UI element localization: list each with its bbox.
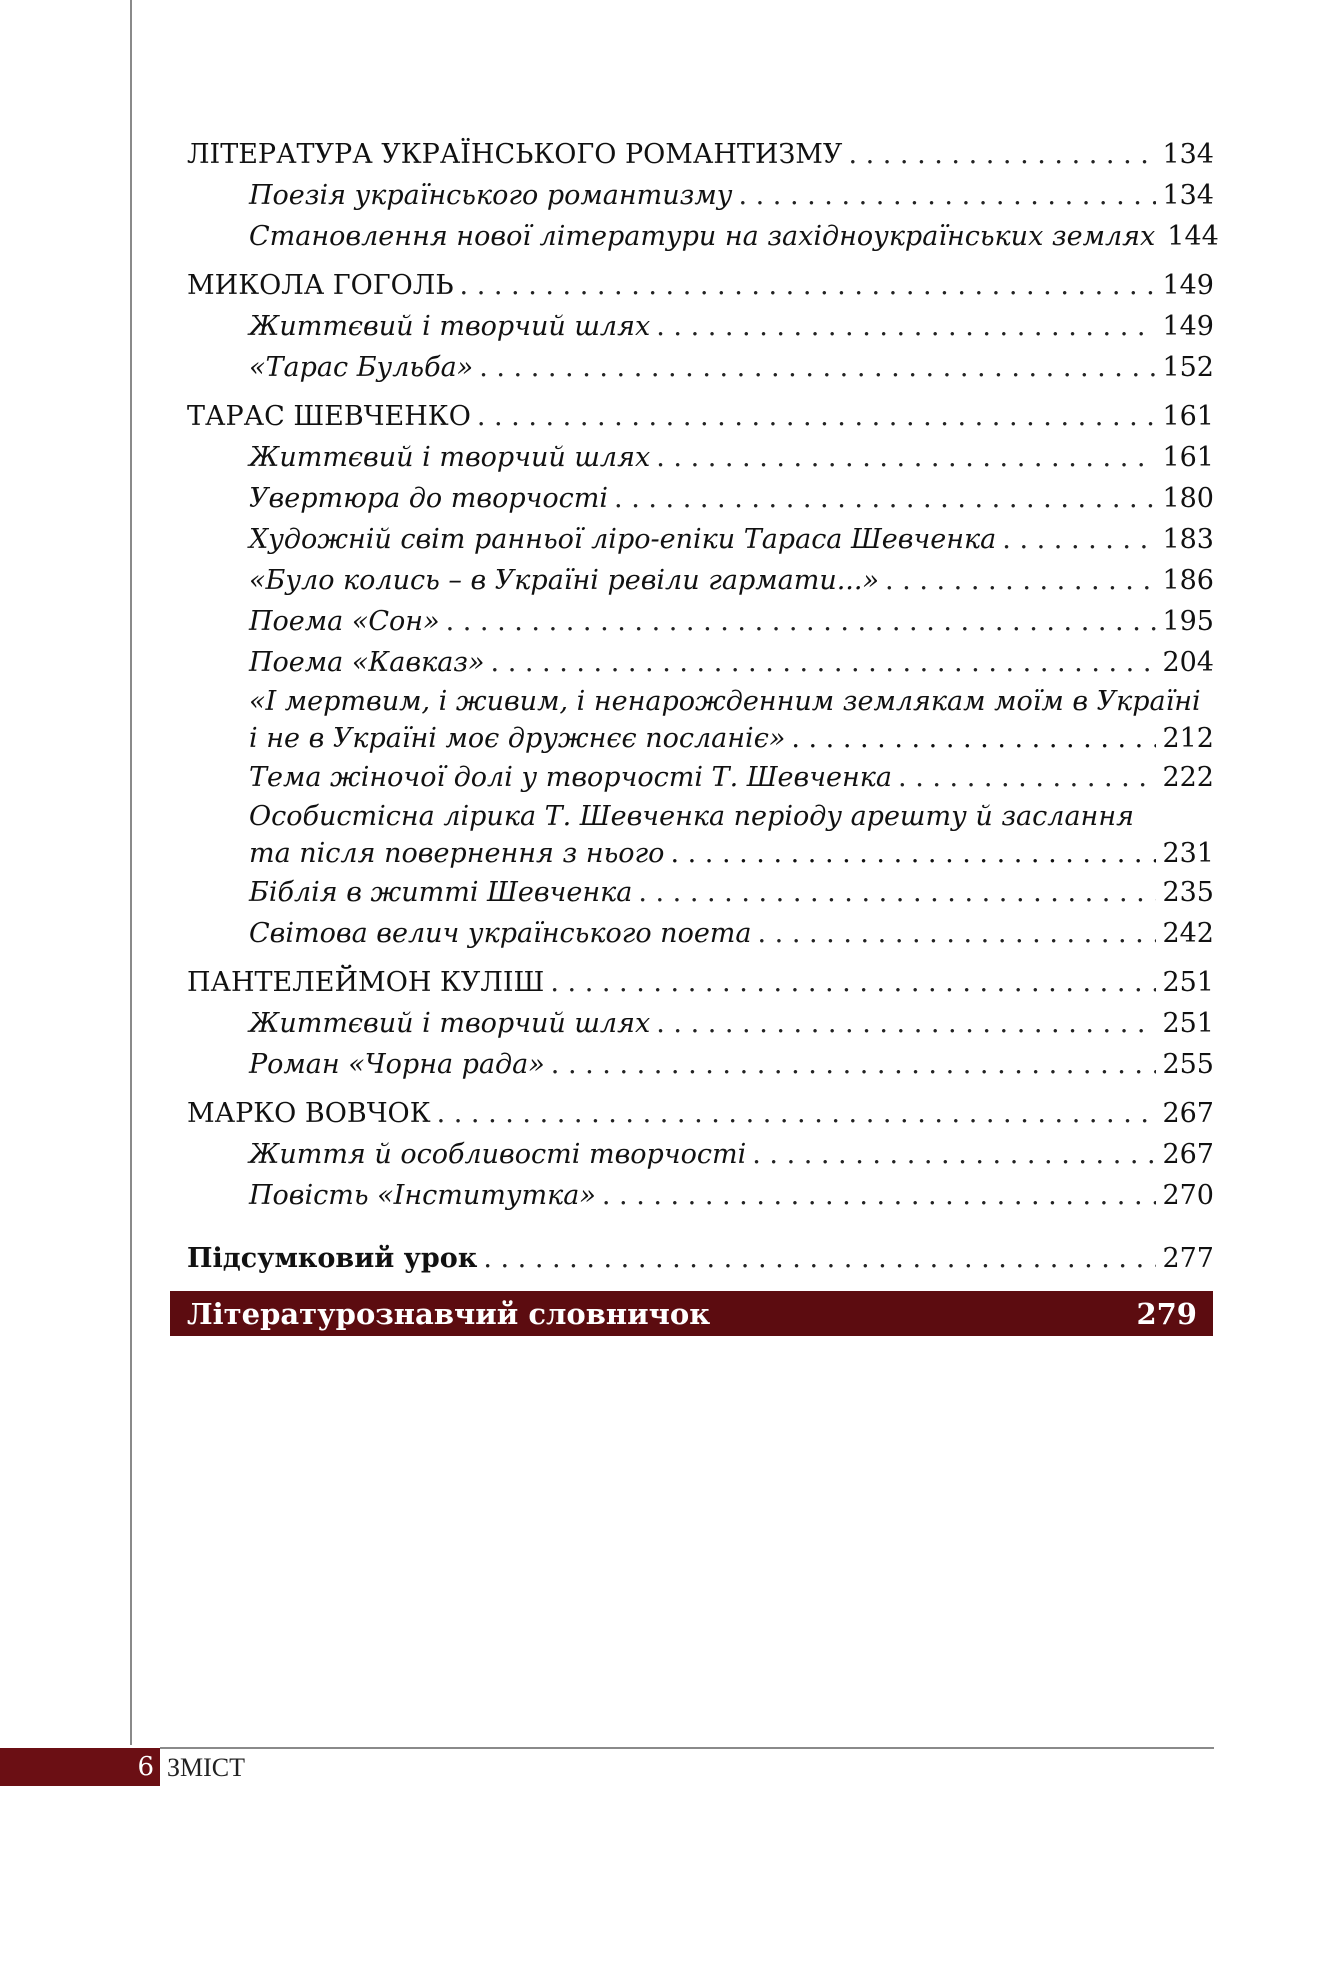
leader-dots [602,1175,1157,1216]
toc-item[interactable] [187,519,1214,560]
toc-final-lesson[interactable] [187,1238,1214,1279]
leader-dots [638,872,1156,913]
toc-section-title: ЛІТЕРАТУРА УКРАЇНСЬКОГО РОМАНТИЗМУ [187,139,843,170]
leader-dots [1002,519,1156,560]
toc-page-number: 267 [1162,1139,1214,1170]
toc-item[interactable] [187,1175,1214,1216]
toc-page-number: 267 [1162,1098,1214,1129]
toc-page-number: 180 [1162,483,1214,514]
toc-item-title: Життя й особливості творчості [249,1139,747,1170]
toc-section-shevchenko[interactable] [187,396,1214,437]
leader-dots [670,835,1156,872]
toc-page-number: 134 [1162,139,1214,170]
toc-item-title: Увертюра до творчості [249,483,609,514]
toc-item-title: Поема «Кавказ» [249,647,485,678]
toc-item-title: «Тарас Бульба» [249,352,474,383]
toc-item-title: Становлення нової літератури на західноукраїнських землях [249,221,1156,252]
toc-item-title-line1: Особистісна лірика Т. Шевченка періоду арешту й заслання [249,801,1135,832]
toc-section-vovchok[interactable] [187,1093,1214,1134]
footer-section-label: ЗМІСТ [167,1753,246,1782]
toc-item-title: Поема «Сон» [249,606,440,637]
leader-dots [791,720,1156,757]
toc-section-romanticism[interactable] [187,134,1214,175]
toc-item-title-line1: «І мертвим, і живим, і ненарожденним землякам моїм в Україні [249,686,1201,717]
toc-item[interactable] [187,1134,1214,1175]
leader-dots [752,1134,1156,1175]
toc-item[interactable] [187,601,1214,642]
toc-page-number: 149 [1162,311,1214,342]
toc-item-title-line2: і не в Україні моє дружнєє посланіє» [249,723,786,754]
toc-item-title: Світова велич українського поета [249,918,752,949]
toc-item[interactable] [187,757,1214,798]
toc-section-kulish[interactable] [187,962,1214,1003]
toc-item-title: Біблія в житті Шевченка [249,877,633,908]
footer-page-number: 6 [137,1752,154,1782]
toc-page-number: 149 [1162,270,1214,301]
toc-item-title: Життєвий і творчий шлях [249,442,651,473]
footer-rule [160,1747,1214,1749]
toc-page-number: 251 [1162,1008,1214,1039]
toc-page-number: 235 [1162,877,1214,908]
leader-dots [477,396,1157,437]
toc-page-number: 242 [1162,918,1214,949]
toc-page-number: 277 [1162,1243,1214,1274]
toc-item[interactable] [187,347,1214,388]
toc-item-title: Життєвий і творчий шлях [249,1008,651,1039]
toc-item[interactable] [187,175,1214,216]
toc-item-title: «Було колись – в Україні ревіли гармати...» [249,565,879,596]
toc-section-title: МИКОЛА ГОГОЛЬ [187,270,454,301]
glossary-title: Літературознавчий словничок [187,1296,711,1331]
glossary-banner[interactable] [170,1291,1213,1336]
toc-page-number: 195 [1162,606,1214,637]
leader-dots [550,962,1156,1003]
toc-item[interactable] [187,1003,1214,1044]
leader-dots [656,306,1156,347]
toc-section-title: ТАРАС ШЕВЧЕНКО [187,401,471,432]
toc-page-number: 270 [1162,1180,1214,1211]
toc-item-multiline[interactable] [187,683,1214,757]
leader-dots [437,1093,1157,1134]
toc-item[interactable] [187,872,1214,913]
toc-page-number: 255 [1162,1049,1214,1080]
leader-dots [848,134,1156,175]
toc-section-title: МАРКО ВОВЧОК [187,1098,431,1129]
leader-dots [483,1238,1156,1279]
toc-section-title: ПАНТЕЛЕЙМОН КУЛІШ [187,967,545,998]
toc-item-multiline[interactable] [187,798,1214,872]
leader-dots [460,265,1157,306]
toc-item-title: Повість «Інститутка» [249,1180,596,1211]
toc-item-title: Роман «Чорна рада» [249,1049,545,1080]
toc-item[interactable] [187,560,1214,601]
toc-item[interactable] [187,437,1214,478]
leader-dots [738,175,1156,216]
leader-dots [758,913,1157,954]
leader-dots [656,1003,1156,1044]
toc-page-number: 134 [1162,180,1214,211]
leader-dots [885,560,1156,601]
leader-dots [656,437,1156,478]
leader-dots [446,601,1157,642]
toc-page-number: 204 [1162,647,1214,678]
leader-dots [479,347,1156,388]
toc-item[interactable] [187,306,1214,347]
toc-page-number: 251 [1162,967,1214,998]
leader-dots [491,642,1157,683]
toc-final-title: Підсумковий урок [187,1243,478,1274]
toc-item[interactable] [187,913,1214,954]
toc-item[interactable] [187,216,1219,257]
toc-item[interactable] [187,642,1214,683]
toc-page-number: 161 [1162,442,1214,473]
toc-item-title-line2: та після повернення з нього [249,838,665,869]
leader-dots [898,757,1156,798]
toc-page-number: 212 [1162,723,1214,754]
toc-item-title: Життєвий і творчий шлях [249,311,651,342]
toc-page-number: 152 [1162,352,1214,383]
toc-page-number: 144 [1167,221,1219,252]
toc-item-title: Тема жіночої долі у творчості Т. Шевченка [249,762,893,793]
toc-page-number: 186 [1162,565,1214,596]
toc-page-number: 231 [1162,838,1214,869]
footer-page-bar [0,1748,160,1786]
toc-section-gogol[interactable] [187,265,1214,306]
toc-item-title: Поезія українського романтизму [249,180,733,211]
toc-page-number: 161 [1162,401,1214,432]
table-of-contents [187,134,1219,1279]
leader-dots [551,1044,1157,1085]
glossary-page-number: 279 [1136,1296,1197,1331]
left-margin-rule [130,0,132,1745]
toc-page-number: 222 [1162,762,1214,793]
toc-item-title: Художній світ ранньої ліро-епіки Тараса Шевченка [249,524,997,555]
leader-dots [614,478,1156,519]
toc-item[interactable] [187,478,1214,519]
toc-page-number: 183 [1162,524,1214,555]
toc-item[interactable] [187,1044,1214,1085]
